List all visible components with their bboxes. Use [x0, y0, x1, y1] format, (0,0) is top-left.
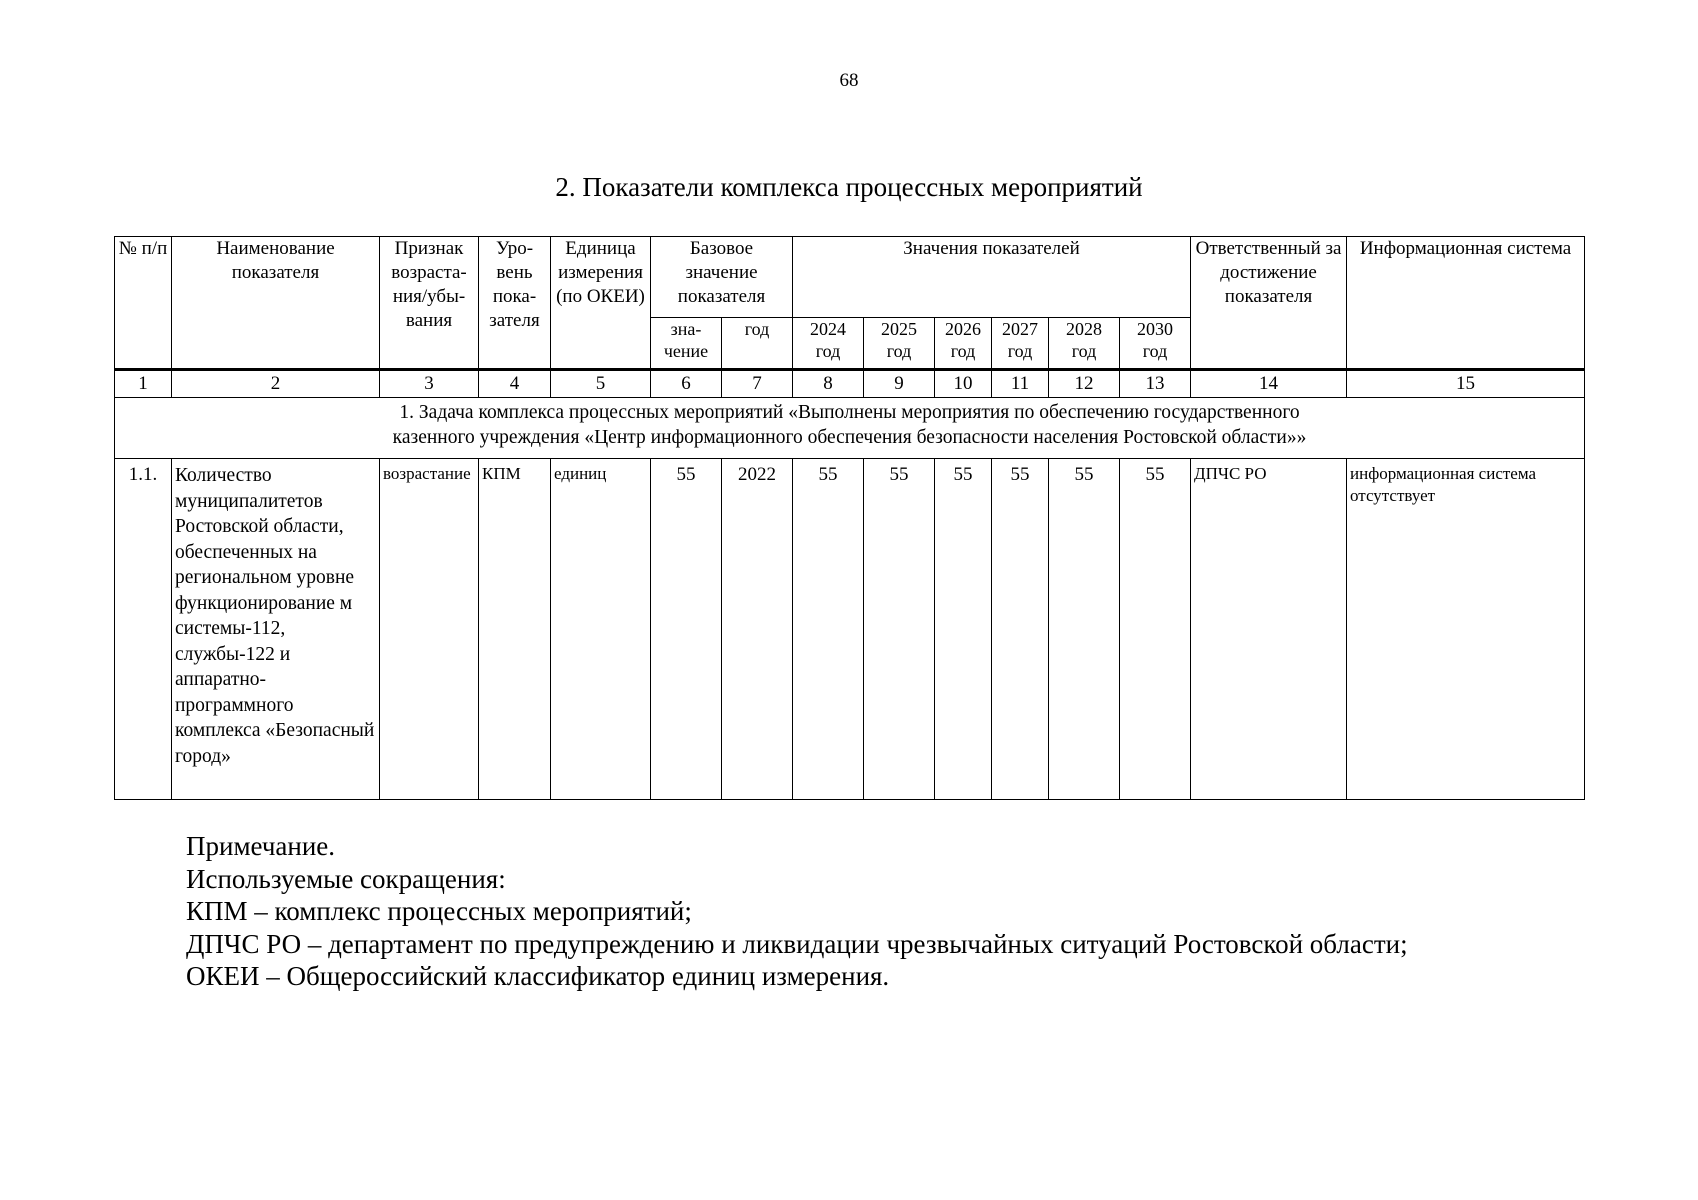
row-responsible: ДПЧС РО: [1191, 459, 1347, 800]
column-number: 12: [1049, 370, 1120, 398]
table-row: [115, 459, 1585, 800]
row-base-value: 55: [651, 459, 722, 800]
header-infosys: Информационная система: [1347, 237, 1585, 370]
column-number: 10: [935, 370, 992, 398]
header-2025: 2025 год: [864, 318, 935, 370]
page-number: 68: [839, 70, 859, 91]
header-2030: 2030 год: [1120, 318, 1191, 370]
header-level: Уровень показателя: [479, 237, 551, 370]
row-num: 1.1.: [115, 459, 172, 800]
column-number: 7: [722, 370, 793, 398]
header-base: Базовое значение показателя: [651, 237, 793, 318]
header-unit: Единица измерения (по ОКЕИ): [551, 237, 651, 370]
column-number: 13: [1120, 370, 1191, 398]
row-level: КПМ: [479, 459, 551, 800]
column-number: 15: [1347, 370, 1585, 398]
row-value-2028: 55: [1049, 459, 1120, 800]
row-base-year: 2022: [722, 459, 793, 800]
header-base-value: значение: [651, 318, 722, 370]
column-number: 11: [992, 370, 1049, 398]
column-numbers-row: [115, 370, 1585, 398]
indicators-table: [114, 236, 1585, 800]
task-line-2: казенного учреждения «Центр информационного обеспечения безопасности населения Ростовской области»»: [392, 427, 1307, 448]
row-value-2030: 55: [1120, 459, 1191, 800]
header-values: Значения показателей: [793, 237, 1191, 318]
row-value-2026: 55: [935, 459, 992, 800]
row-unit: единиц: [551, 459, 651, 800]
column-number: 5: [551, 370, 651, 398]
notes-block: [186, 830, 1408, 993]
row-indicator-name: Количество муниципалитетов Ростовской области, обеспеченных на региональном уровне функционирование м системы-112, службы-122 и аппаратно-программного комплекса «Безопасный город»: [172, 459, 380, 800]
row-value-2024: 55: [793, 459, 864, 800]
header-2027: 2027 год: [992, 318, 1049, 370]
header-2024: 2024 год: [793, 318, 864, 370]
column-number: 9: [864, 370, 935, 398]
row-value-2027: 55: [992, 459, 1049, 800]
column-number: 1: [115, 370, 172, 398]
column-number: 2: [172, 370, 380, 398]
task-row: [115, 398, 1585, 459]
note-abbreviations-heading: Используемые сокращения:: [186, 863, 506, 894]
column-number: 4: [479, 370, 551, 398]
row-value-2025: 55: [864, 459, 935, 800]
header-base-year: год: [722, 318, 793, 370]
note-line: ДПЧС РО – департамент по предупреждению и ликвидации чрезвычайных ситуаций Ростовской области;: [186, 928, 1408, 959]
task-cell: [115, 398, 1585, 459]
header-responsible: Ответственный за достижение показателя: [1191, 237, 1347, 370]
column-number: 8: [793, 370, 864, 398]
header-2026: 2026 год: [935, 318, 992, 370]
column-number: 6: [651, 370, 722, 398]
column-number: 3: [380, 370, 479, 398]
row-sign: возрастание: [380, 459, 479, 800]
header-2028: 2028 год: [1049, 318, 1120, 370]
header-name: Наименование показателя: [172, 237, 380, 370]
column-number: 14: [1191, 370, 1347, 398]
note-heading: Примечание.: [186, 831, 336, 861]
page-title: 2. Показатели комплекса процессных мероприятий: [555, 172, 1143, 202]
task-line-1: 1. Задача комплекса процессных мероприятий «Выполнены мероприятия по обеспечению государственного: [399, 402, 1300, 423]
header-sign: Признак возрастания/убывания: [380, 237, 479, 370]
header-num: № п/п: [115, 237, 172, 370]
note-line: КПМ – комплекс процессных мероприятий;: [186, 896, 692, 927]
row-infosys: информационная система отсутствует: [1347, 459, 1585, 800]
note-line: ОКЕИ – Общероссийский классификатор единиц измерения.: [186, 961, 890, 992]
header-row: [115, 237, 1585, 318]
